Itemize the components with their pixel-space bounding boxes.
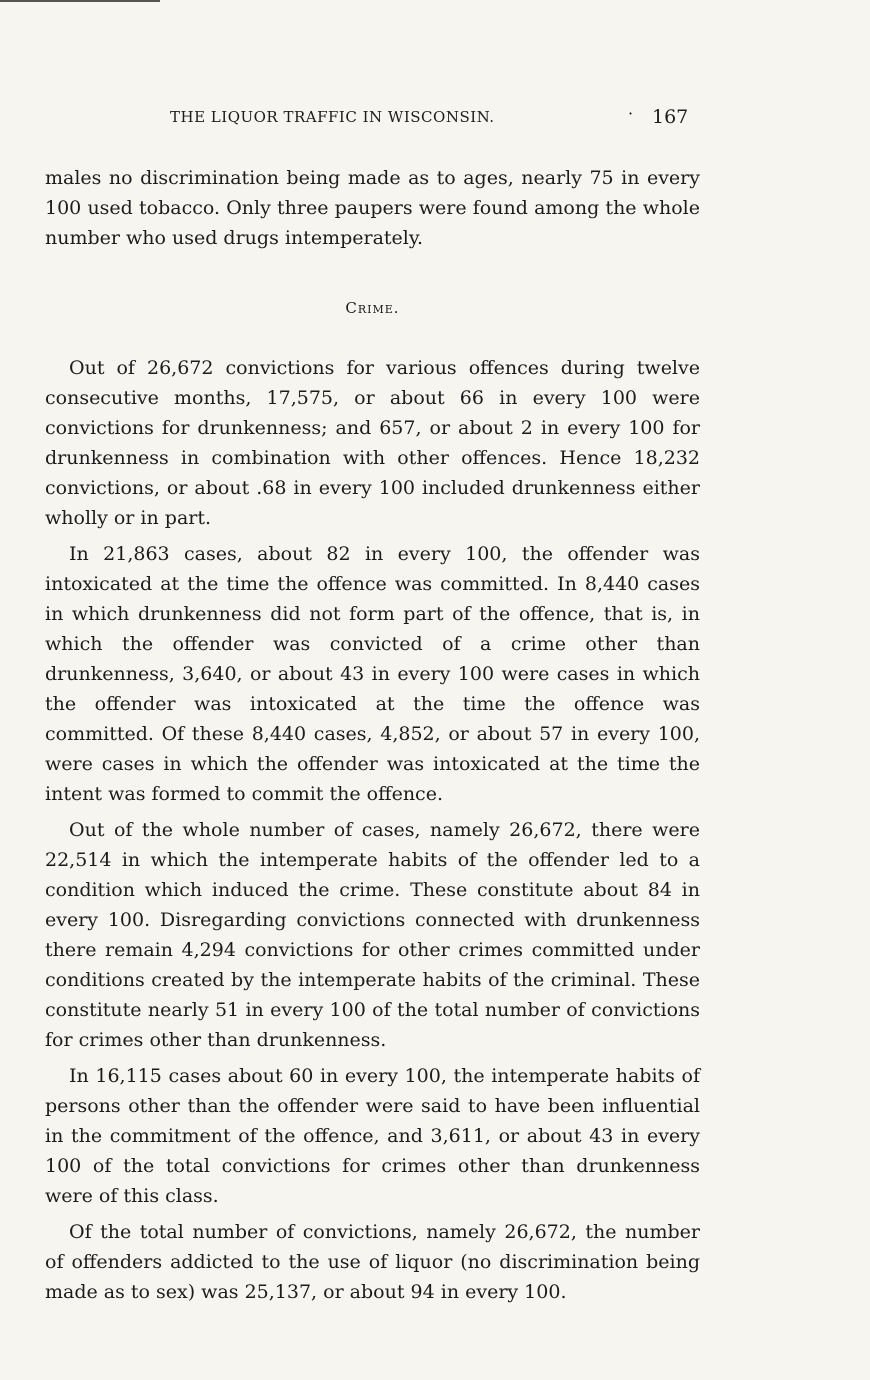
top-rule [0, 0, 160, 2]
page-body [45, 163, 700, 1313]
paragraph: Out of 26,672 convictions for various offences during twelve consecutive months, 17,575, or about 66 in every 100 were convictions for drunkenness; and 657, or about 2 in every 100 for drunkenness in combination with other offences. Hence 18,232 convictions, or about .68 in every 100 included drunkenness either wholly or in part. [45, 357, 700, 529]
paragraph: Of the total number of convictions, namely 26,672, the number of offenders addicted to the use of liquor (no discrimination being made as to sex) was 25,137, or about 94 in every 100. [45, 1221, 700, 1303]
continuation-paragraph: males no discrimination being made as to ages, nearly 75 in every 100 used tobacco. Only three paupers were found among the whole number who used drugs intemperately. [45, 167, 700, 249]
section-heading: Crime. [345, 299, 400, 317]
running-title: THE LIQUOR TRAFFIC IN WISCONSIN. [170, 108, 495, 126]
page-header [0, 104, 870, 138]
page-number: 167 [652, 106, 689, 128]
header-dot: · [628, 104, 634, 123]
paragraph: In 21,863 cases, about 82 in every 100, the offender was intoxicated at the time the offence was committed. In 8,440 cases in which drunkenness did not form part of the offence, that is, in which the offender was convicted of a crime other than drunkenness, 3,640, or about 43 in every 100 were cases in which the offender was intoxicated at the time the offence was committed. Of these 8,440 cases, 4,852, or about 57 in every 100, were cases in which the offender was intoxicated at the time the intent was formed to commit the offence. [45, 543, 700, 805]
paragraph: In 16,115 cases about 60 in every 100, the intemperate habits of persons other than the offender were said to have been influential in the commitment of the offence, and 3,611, or about 43 in every 100 of the total convictions for crimes other than drunkenness were of this class. [45, 1065, 700, 1207]
paragraph: Out of the whole number of cases, namely 26,672, there were 22,514 in which the intemperate habits of the offender led to a condition which induced the crime. These constitute about 84 in every 100. Disregarding convictions connected with drunkenness there remain 4,294 convictions for other crimes committed under conditions created by the intemperate habits of the criminal. These constitute nearly 51 in every 100 of the total number of convictions for crimes other than drunkenness. [45, 819, 700, 1051]
